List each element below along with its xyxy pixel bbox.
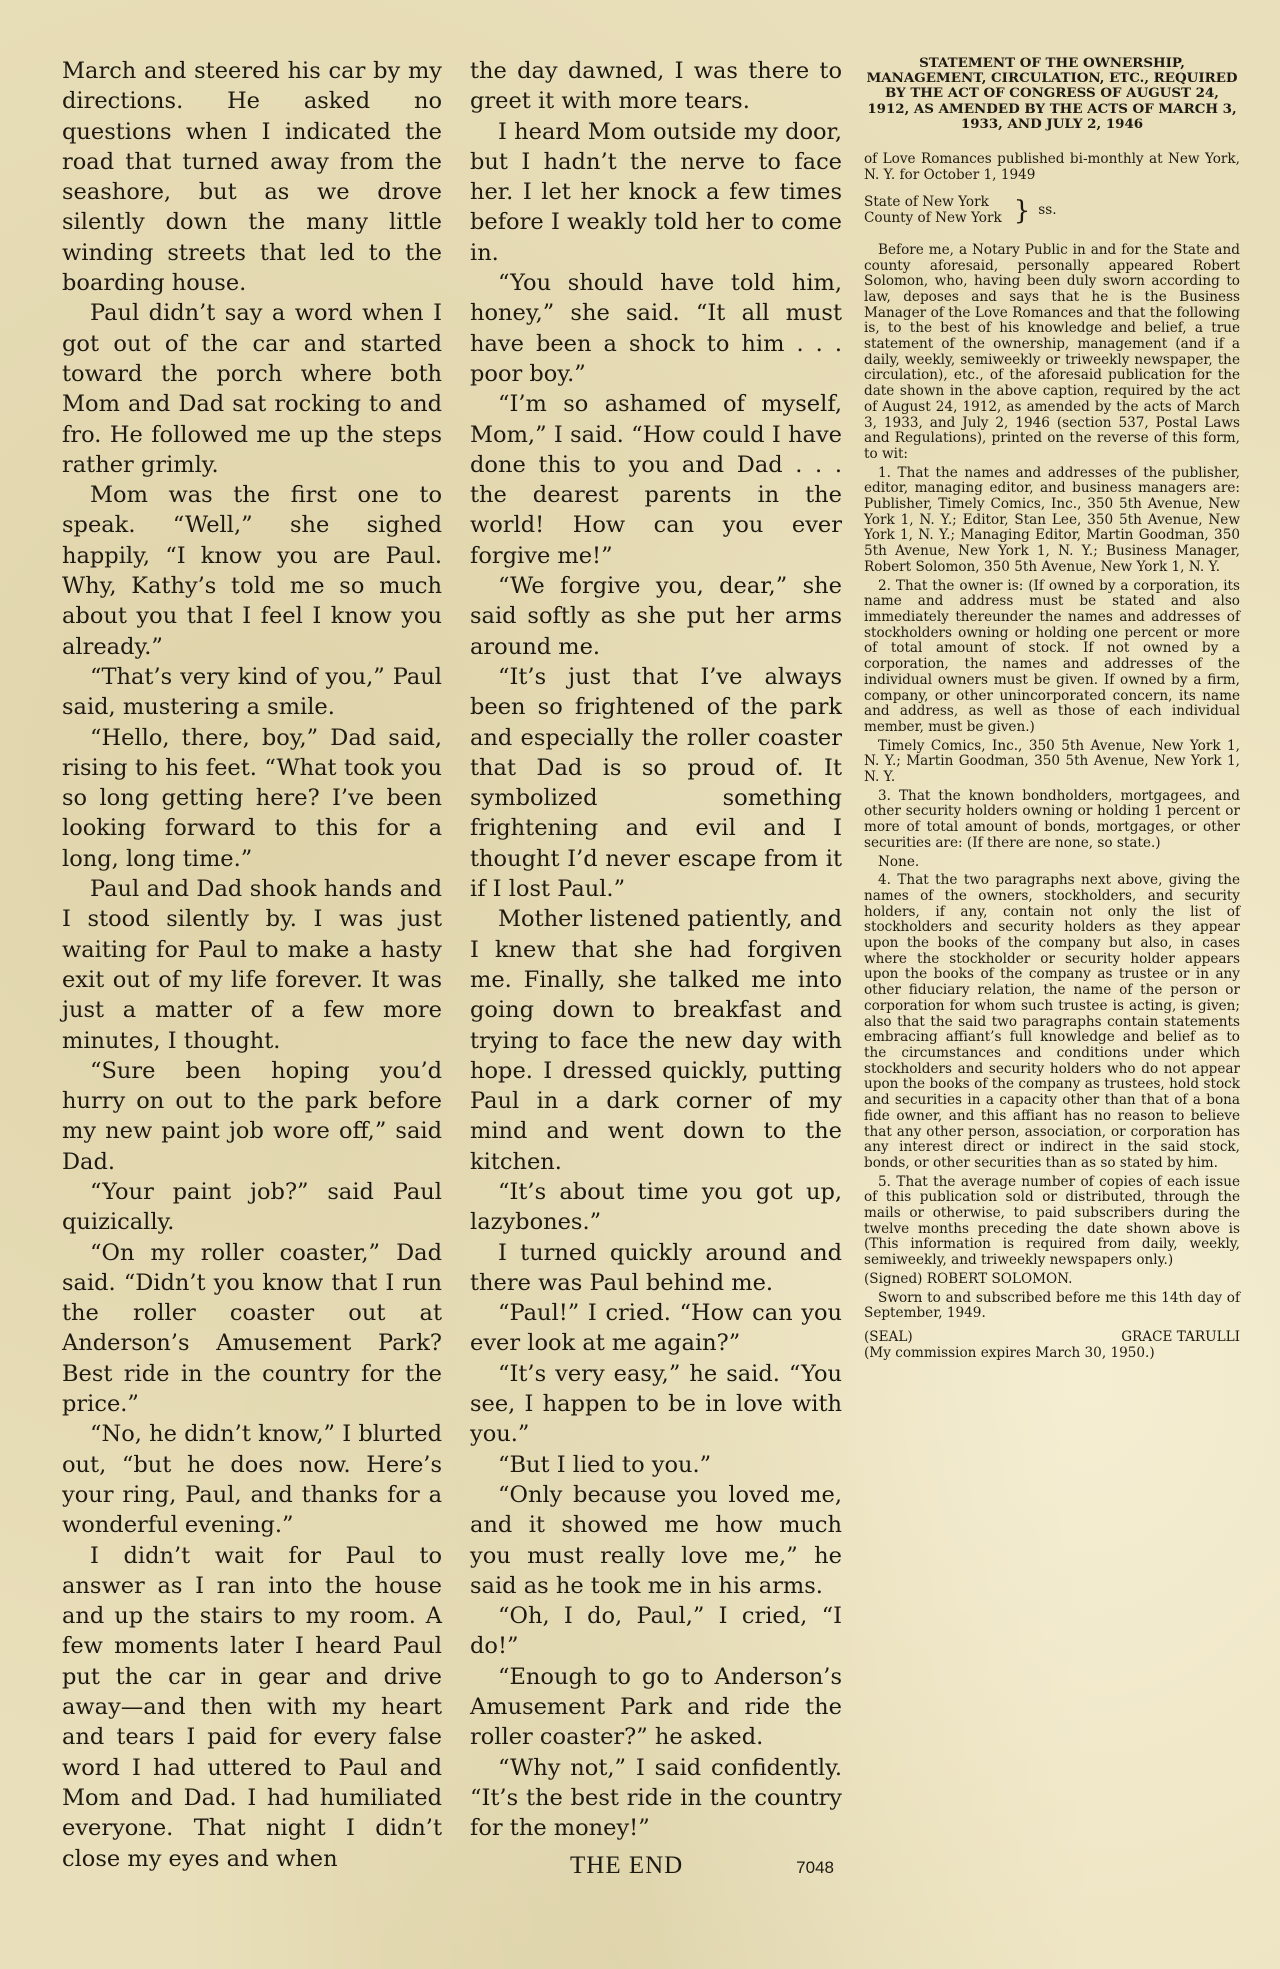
story-paragraph: “Hello, there, boy,” Dad said, rising to his feet. “What took you so long getting here? I’ve been looking forward to this for a long, long time.”: [62, 724, 442, 872]
statement-para-4: 4. That the two paragraphs next above, giving the names of the owners, stockholders, and security holders, if any, contain not only the list of stockholders and security holders as they appear upon the books of the company but also, in cases where the stockholder or security holder appears upon the books of the company as trustee or in any other fiduciary relation, the name of the person or corporation for whom such trustee is acting, is given; also that the said two paragraphs contain statements embracing affiant’s full knowledge and belief as to the circumstances and conditions under which stockholders and security holders who do not appear upon the books of the company as trustees, hold stock and securities in a capacity other than that of a bona fide owner, and this affiant has no reason to believe that any other person, association, or corporation has any interest direct or indirect in the said stock, bonds, or other securities than as so stated by him.: [864, 872, 1240, 1171]
story-paragraph: “It’s just that I’ve always been so frightened of the park and especially the roller coaster that Dad is so proud of. It symbolized something frightening and evil and I thought I’d never escape from it if I lost Paul.”: [470, 663, 842, 903]
sworn-line: Sworn to and subscribed before me this 14th day of September, 1949.: [864, 1289, 1240, 1322]
story-paragraph: “On my roller coaster,” Dad said. “Didn’t you know that I run the roller coaster out at Anderson’s Amusement Park? Best ride in the country for the price.”: [62, 1239, 442, 1418]
county-line: County of New York: [864, 210, 1002, 227]
story-paragraph: “But I lied to you.”: [498, 1451, 712, 1478]
story-paragraph: Mother listened patiently, and I knew that she had forgiven me. Finally, she talked me into going down to breakfast and trying to face the new day with hope. I dressed quickly, putting Paul in a dark corner of my mind and went down to the kitchen.: [470, 906, 842, 1175]
story-paragraph: Mom was the first one to speak. “Well,” she sighed happily, “I know you are Paul. Why, Kathy’s told me so much about you that I feel I know you already.”: [62, 482, 442, 660]
brace-glyph: }: [1013, 196, 1031, 227]
story-paragraph: “Oh, I do, Paul,” I cried, “I do!”: [470, 1603, 842, 1660]
story-number: 7048: [796, 1857, 834, 1877]
story-column-2-body: [470, 56, 842, 1844]
statement-heading: STATEMENT OF THE OWNERSHIP, MANAGEMENT, CIRCULATION, ETC., REQUIRED BY THE ACT OF CONGRESS OF AUGUST 24, 1912, AS AMENDED BY THE ACTS OF MARCH 3, 1933, AND JULY 2, 1946: [866, 55, 1238, 132]
notary-name: GRACE TARULLI: [1121, 1328, 1240, 1345]
statement-intro: Before me, a Notary Public in and for the State and county aforesaid, personally appeared Robert Solomon, who, having been duly sworn according to law, deposes and says that he is the Business Manager of the Love Romances and that the following is, to the best of his knowledge and belief, a true statement of the ownership, management (and if a daily, weekly, semiweekly or triweekly newspaper, the circulation), etc., of the aforesaid publication for the date shown in the above caption, required by the act of August 24, 1912, as amended by the acts of March 3, 1933, and July 2, 1946 (section 537, Postal Laws and Regulations), printed on the reverse of this form, to wit:: [864, 241, 1240, 462]
story-paragraph: “We forgive you, dear,” she said softly as she put her arms around me.: [470, 573, 842, 660]
story-paragraph: “I’m so ashamed of myself, Mom,” I said. “How could I have done this to you and Dad . . . the dearest parents in the world! How can you ever forgive me!”: [470, 391, 842, 569]
story-paragraph: “Paul!” I cried. “How can you ever look at me again?”: [470, 1300, 842, 1357]
story-paragraph: “It’s about time you got up, lazybones.”: [470, 1178, 842, 1236]
statement-para-1: 1. That the names and addresses of the publisher, editor, managing editor, and business managers are: Publisher, Timely Comics, Inc., 350 5th Avenue, New York 1, N. Y.; Editor, Stan Lee, 350 5th Avenue, New York 1, N. Y.; Managing Editor, Martin Goodman, 350 5th Avenue, New York 1, N. Y.; Business Manager, Robert Solomon, 350 5th Avenue, New York 1, N. Y.: [864, 464, 1240, 575]
seal-label: (SEAL): [864, 1328, 913, 1345]
story-ending: [470, 1852, 842, 1880]
statement-para-2b: Timely Comics, Inc., 350 5th Avenue, New York 1, N. Y.; Martin Goodman, 350 5th Avenue, New York 1, N. Y.: [864, 737, 1240, 786]
story-paragraph: “Why not,” I said confidently. “It’s the best ride in the country for the money!”: [470, 1754, 842, 1842]
ss-label: ss.: [1038, 202, 1057, 219]
state-line: State of New York: [864, 194, 989, 211]
story-paragraph: “It’s very easy,” he said. “You see, I happen to be in love with you.”: [470, 1360, 842, 1448]
story-paragraph: the day dawned, I was there to greet it with more tears.: [470, 58, 842, 115]
story-column-2: [470, 56, 842, 1880]
commission-line: (My commission expires March 30, 1950.): [864, 1344, 1155, 1361]
story-paragraph: I turned quickly around and there was Paul behind me.: [470, 1239, 842, 1296]
story-paragraph: “That’s very kind of you,” Paul said, mustering a smile.: [62, 663, 442, 721]
ownership-statement: [864, 56, 1240, 1364]
story-paragraph: I heard Mom outside my door, but I hadn’t the nerve to face her. I let her knock a few times before I weakly told her to come in.: [470, 118, 842, 266]
story-paragraph: Paul didn’t say a word when I got out of the car and started toward the porch where both Mom and Dad sat rocking to and fro. He followed me up the steps rather grimly.: [62, 300, 442, 478]
publication-line: of Love Romances published bi-monthly at New York, N. Y. for October 1, 1949: [864, 151, 1240, 183]
venue-block: [864, 195, 1240, 226]
statement-para-5: 5. That the average number of copies of each issue of this publication sold or distributed, through the mails or otherwise, to paid subscribers during the twelve months preceding the date shown above is (This information is required from daily, weekly, semiweekly, and triweekly newspapers only.): [864, 1173, 1240, 1269]
statement-para-2: 2. That the owner is: (If owned by a corporation, its name and address must be stated and also immediately thereunder the names and addresses of stockholders owning or holding one percent or more of total amount of stock. If not owned by a corporation, the names and addresses of the individual owners must be given. If owned by a firm, company, or other unincorporated concern, its name and address, as well as those of each individual member, must be given.): [864, 577, 1240, 735]
story-paragraph: “Your paint job?” said Paul quizically.: [62, 1178, 442, 1236]
signed-line: (Signed) ROBERT SOLOMON.: [864, 1270, 1073, 1287]
story-paragraph: “No, he didn’t know,” I blurted out, “but he does now. Here’s your ring, Paul, and thanks for a wonderful evening.”: [62, 1421, 442, 1539]
the-end-label: THE END: [570, 1851, 684, 1879]
story-paragraph: “You should have told him, honey,” she said. “It all must have been a shock to him . . . poor boy.”: [470, 270, 842, 387]
story-paragraph: March and steered his car by my directions. He asked no questions when I indicated the road that turned away from the seashore, but as we drove silently down the many little winding streets that led to the boarding house.: [62, 58, 442, 297]
story-paragraph: “Only because you loved me, and it showed me how much you must really love me,” he said as he took me in his arms.: [470, 1481, 842, 1599]
seal-line: [864, 1330, 1240, 1346]
story-paragraph: “Enough to go to Anderson’s Amusement Park and ride the roller coaster?” he asked.: [470, 1663, 842, 1751]
story-paragraph: “Sure been hoping you’d hurry on out to the park before my new paint job wore off,” said Dad.: [62, 1057, 442, 1175]
statement-para-3: 3. That the known bondholders, mortgagees, and other security holders owning or holding 1 percent or more of total amount of bonds, mortgages, or other securities are: (If there are none, so state.): [864, 787, 1240, 851]
story-column-1: [62, 56, 442, 1874]
story-paragraph: I didn’t wait for Paul to answer as I ran into the house and up the stairs to my room. A few moments later I heard Paul put the car in gear and drive away—and then with my heart and tears I paid for every false word I had uttered to Paul and Mom and Dad. I had humiliated everyone. That night I didn’t close my eyes and when: [62, 1542, 442, 1872]
statement-para-3b: None.: [878, 853, 920, 870]
story-paragraph: Paul and Dad shook hands and I stood silently by. I was just waiting for Paul to make a hasty exit out of my life forever. It was just a matter of a few more minutes, I thought.: [62, 876, 442, 1054]
